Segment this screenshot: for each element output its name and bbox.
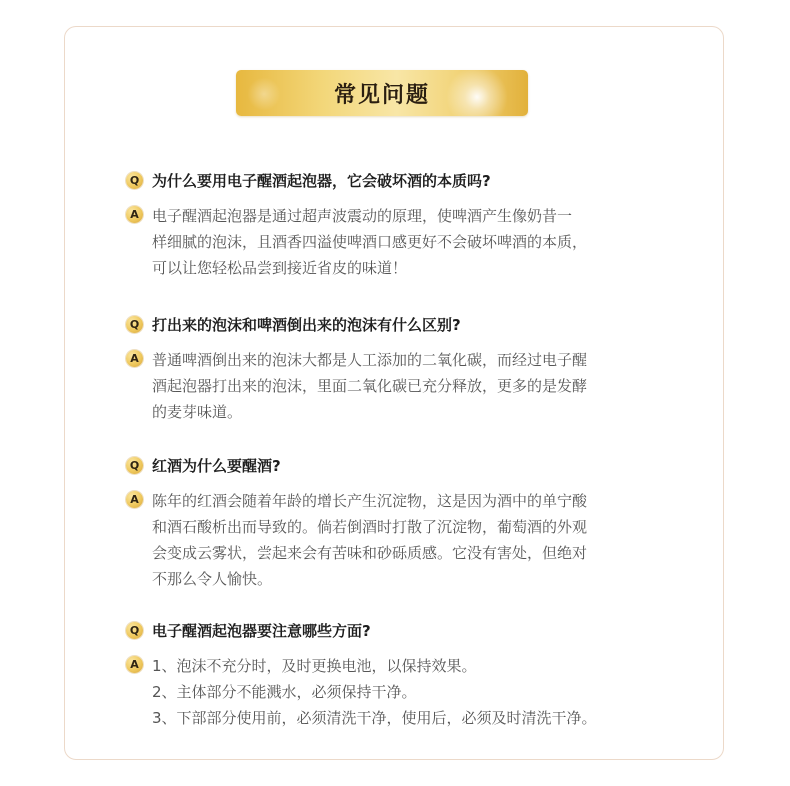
q-badge-icon: Q: [126, 457, 143, 474]
answer-line: 样细腻的泡沫，且酒香四溢使啤酒口感更好不会破坏啤酒的本质，: [152, 233, 588, 251]
question-text: 为什么要用电子醒酒起泡器，它会破坏酒的本质吗?: [152, 172, 491, 190]
answer-row: [126, 347, 686, 425]
q-badge-icon: Q: [126, 622, 143, 639]
answer-row: [126, 203, 686, 281]
a-badge-icon: A: [126, 656, 143, 673]
question-text: 红酒为什么要醒酒?: [152, 457, 281, 475]
answer-line: 电子醒酒起泡器是通过超声波震动的原理，使啤酒产生像奶昔一: [152, 207, 573, 225]
question-row: [126, 454, 686, 478]
faq-item: [126, 619, 686, 731]
answer-line: 不那么令人愉快。: [152, 570, 273, 588]
answer-text: [152, 203, 686, 281]
answer-line: 酒起泡器打出来的泡沫，里面二氧化碳已充分释放，更多的是发酵: [152, 377, 588, 395]
faq-item: [126, 313, 686, 425]
answer-line: 1、泡沫不充分时，及时更换电池，以保持效果。: [152, 657, 477, 675]
answer-text: [152, 488, 686, 592]
question-text: 电子醒酒起泡器要注意哪些方面?: [152, 622, 371, 640]
a-badge-icon: A: [126, 206, 143, 223]
faq-item: [126, 169, 686, 281]
a-badge-icon: A: [126, 350, 143, 367]
answer-row: [126, 488, 686, 592]
answer-line: 2、主体部分不能溅水，必须保持干净。: [152, 683, 417, 701]
question-text: 打出来的泡沫和啤酒倒出来的泡沫有什么区别?: [152, 316, 461, 334]
answer-line: 会变成云雾状，尝起来会有苦味和砂砾质感。它没有害处，但绝对: [152, 544, 588, 562]
answer-line: 3、下部部分使用前，必须清洗干净，使用后，必须及时清洗干净。: [152, 709, 597, 727]
a-badge-icon: A: [126, 491, 143, 508]
answer-line: 可以让您轻松品尝到接近省皮的味道！: [152, 259, 408, 277]
question-row: [126, 619, 686, 643]
answer-line: 普通啤酒倒出来的泡沫大都是人工添加的二氧化碳，而经过电子醒: [152, 351, 588, 369]
answer-line: 陈年的红酒会随着年龄的增长产生沉淀物，这是因为酒中的单宁酸: [152, 492, 588, 510]
answer-text: [152, 347, 686, 425]
question-row: [126, 169, 686, 193]
title-banner: [236, 70, 528, 116]
q-badge-icon: Q: [126, 172, 143, 189]
q-badge-icon: Q: [126, 316, 143, 333]
answer-text: [152, 653, 686, 731]
answer-line: 和酒石酸析出而导致的。倘若倒酒时打散了沉淀物，葡萄酒的外观: [152, 518, 588, 536]
answer-line: 的麦芽味道。: [152, 403, 243, 421]
answer-row: [126, 653, 686, 731]
faq-item: [126, 454, 686, 592]
page-title: 常见问题: [333, 82, 430, 108]
question-row: [126, 313, 686, 337]
